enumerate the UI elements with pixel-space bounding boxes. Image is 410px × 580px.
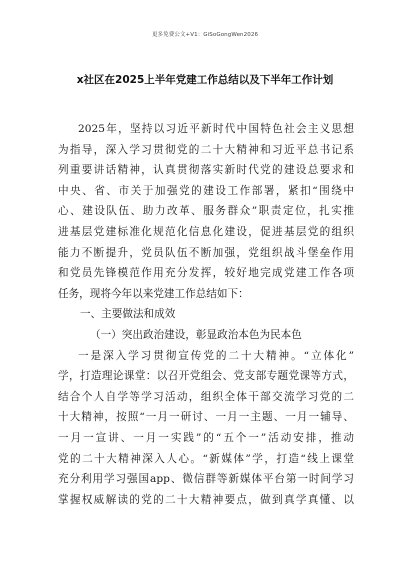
paragraph-line: 能力不断提升，党员队伍不断加强，党组织战斗堡垒作用 [58,246,354,259]
paragraph-line: 进基层党建标准化规范化信息化建设，促进基层党的组织 [58,225,354,238]
paragraph-line: 党的二十大精神深入人心。“新媒体”学，打造“线上课堂 [58,452,354,465]
paragraph-line: 一是深入学习贯彻宣传党的二十大精神。“立体化” [78,349,354,362]
subsection-heading: （一）突出政治建设，彰显政治本色为民本色 [90,328,302,341]
paragraph-line: 十大精神，按照“一月一研讨、一月一主题、一月一辅导、 [58,411,354,424]
paragraph-line: 结合个人自学等学习活动，组织全体干部交流学习党的二 [58,390,354,403]
paragraph-line: 心、建设队伍、助力改革、服务群众”职责定位，扎实推 [58,205,354,218]
header-note: 更多免费公文+V1：GiSoGongWen2026 [151,32,259,38]
paragraph-line: 中央、省、市关于加强党的建设工作部署，紧扣“围绕中 [58,184,354,197]
paragraph-line: 任务，现将今年以来党建工作总结如下： [58,287,249,300]
paragraph-line: 学，打造理论课堂：以召开党组会、党支部专题党课等方式， [58,370,354,383]
paragraph-line: 掌握权威解读的党的二十大精神要点，做到真学真懂、以 [58,493,354,506]
paragraph-line: 2025年，坚持以习近平新时代中国特色社会主义思想 [78,123,354,135]
document-body [58,119,354,510]
paragraph-line: 列重要讲话精神，认真贯彻落实新时代党的建设总要求和 [58,164,354,177]
paragraph-line: 为指导，深入学习贯彻党的二十大精神和习近平总书记系 [58,143,354,156]
document-title: x社区在2025上半年党建工作总结以及下半年工作计划 [76,74,334,86]
paragraph-line: 一月一宣讲、一月一实践”的“五个一”活动安排，推动 [58,431,354,444]
paragraph-line: 充分利用学习强国app、微信群等新媒体平台第一时间学习 [58,473,354,486]
section-heading: 一、主要做法和成效 [80,308,176,321]
paragraph-line: 和党员先锋模范作用充分发挥，较好地完成党建工作各项 [58,267,354,280]
